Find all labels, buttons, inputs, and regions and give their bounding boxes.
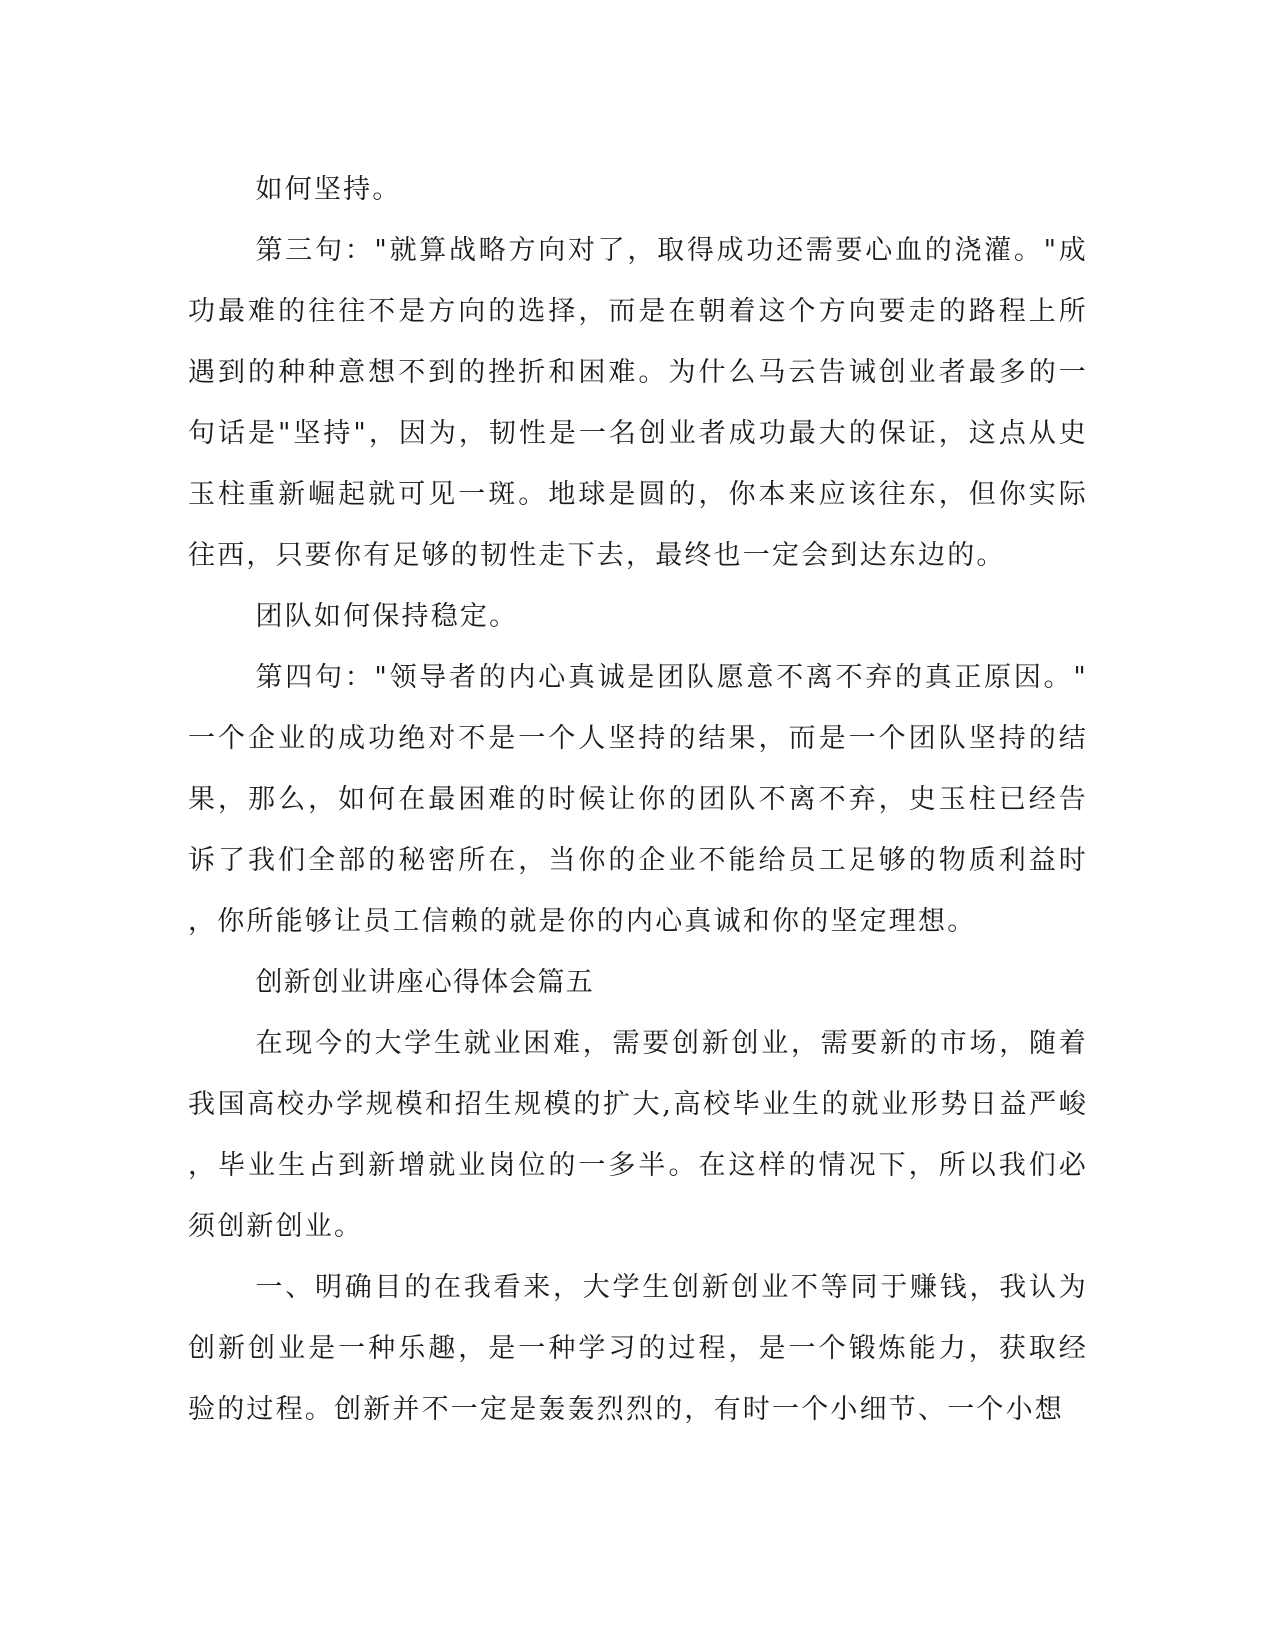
paragraph-team-stability: 团队如何保持稳定。 (255, 601, 519, 632)
paragraph-how-to-persist: 如何坚持。 (255, 174, 402, 205)
section-heading-part-five: 创新创业讲座心得体会篇五 (255, 967, 594, 998)
paragraph-third-sentence: 第三句："就算战略方向对了，取得成功还需要心血的浇灌。"成功最难的往往不是方向的选择，而是在朝着这个方向要走的路程上所遇到的种种意想不到的挫折和困难。为什么马云告诫创业者最多的一句话是"坚持"，因为，韧性是一名创业者成功最大的保证，这点从史玉柱重新崛起就可见一斑。地球是圆的，你本来应该往东，但你实际往西，只要你有足够的韧性走下去，最终也一定会到达东边的。 (188, 235, 1088, 571)
document-body (188, 159, 1088, 1440)
paragraph-employment-situation: 在现今的大学生就业困难，需要创新创业，需要新的市场，随着我国高校办学规模和招生规模的扩大,高校毕业生的就业形势日益严峻，毕业生占到新增就业岗位的一多半。在这样的情况下，所以我们必须创新创业。 (188, 1028, 1088, 1242)
paragraph-clear-purpose: 一、明确目的在我看来，大学生创新创业不等同于赚钱，我认为创新创业是一种乐趣，是一种学习的过程，是一个锻炼能力，获取经验的过程。创新并不一定是轰轰烈烈的，有时一个小细节、一个小想 (188, 1272, 1088, 1425)
paragraph-fourth-sentence: 第四句："领导者的内心真诚是团队愿意不离不弃的真正原因。"一个企业的成功绝对不是一个人坚持的结果，而是一个团队坚持的结果，那么，如何在最困难的时候让你的团队不离不弃，史玉柱已经告诉了我们全部的秘密所在，当你的企业不能给员工足够的物质利益时，你所能够让员工信赖的就是你的内心真诚和你的坚定理想。 (188, 662, 1088, 937)
